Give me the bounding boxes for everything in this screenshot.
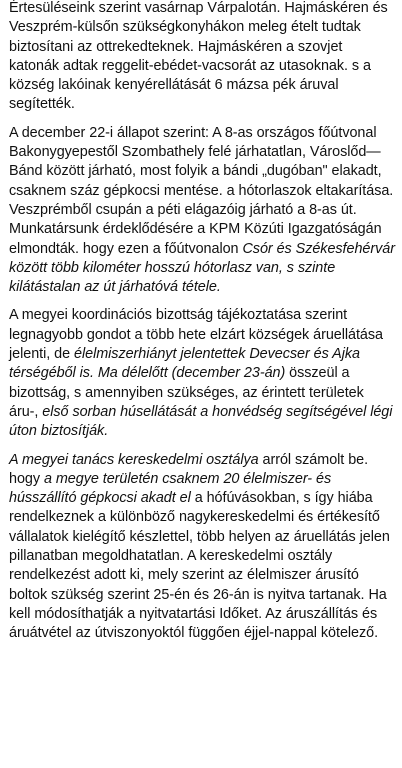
text-run: összeül a bizottság, s amennyiben szükséges, az érintett területek áru-,: [9, 365, 364, 420]
text-run: A megyei koordinációs bizottság tájékoztatása szerint legnagyobb gondot a több hete elzárt községek áruellátása jelenti, de: [9, 307, 383, 363]
paragraph: [9, 451, 396, 644]
italic-text-run: a megye területén csaknem 20 élelmiszer- és hússzállító gépkocsi akadt el: [9, 470, 332, 507]
paragraph: [9, 0, 396, 115]
text-run: A december 22-i állapot szerint: A 8-as országos főútvonal Bakonygyepestől Szombathely felé járhatatlan, Városlőd—Bánd között járható, most folyik a bándi „dugóban" elakadt, csaknem száz gépkocsi mentése. a hótorlaszok eltakarítása. Veszprémből csupán a péti elágazóig járható a 8-as út. Munkatársunk érdeklődésére a KPM Közúti Igazgatóságán elmondták. hogy ezen a főútvonalon: [9, 124, 394, 257]
italic-text-run: A megyei tanács kereskedelmi osztálya: [9, 451, 259, 468]
italic-text-run: Csór és Székesfehérvár között több kilométer hosszú hótorlasz van, s szinte kilátástalan az út járhatóvá tétele.: [9, 240, 395, 296]
paragraph: [9, 124, 396, 298]
italic-text-run: első sorban húsellátását a honvédség segítségével légi úton biztosítják.: [9, 403, 393, 440]
text-run: arról számolt be. hogy: [9, 451, 369, 487]
paragraph: [9, 306, 396, 441]
text-run: a hófúvásokban, s így hiába rendelkeznek a különböző nagykereskedelmi és értékesítő vállalatok kielégítő készlettel, több helyen az áruellátás jelen pillanatban megoldhatatlan. A kereskedelmi osztály rendelkezést adott ki, mely szerint az élelmiszer árusító boltok szükség szerint 25-én és 26-án is nyitva tartanak. Ha kell módosíthatják a nyitvatartási Időket. Az áruszállítás és áruátvétel az útviszonyoktól függően éjjel-nappal kötelező.: [9, 490, 390, 642]
italic-text-run: élelmiszerhiányt jelentettek Devecser és Ajka térségéből is. Ma délelőtt (december 23-án): [9, 346, 360, 382]
text-run: Értesüléseink szerint vasárnap Várpalotán. Hajmáskéren és Veszprém-külsőn szükségkonyhákon meleg ételt tudtak biztosítani az ottrekedteknek. Hajmáskéren a szovjet katonák adtak reggelit-ebédet-vacsorát az utasoknak. s a község lakóinak kenyérellátását 6 mázsa pék áruval segítették.: [9, 0, 388, 113]
